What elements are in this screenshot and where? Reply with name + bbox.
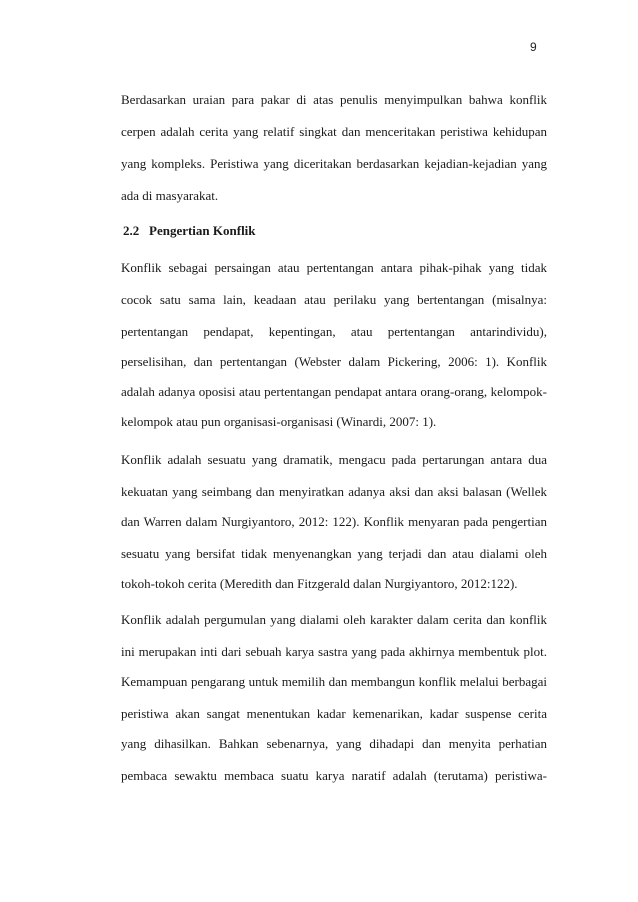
paragraph-line: pembaca sewaktu membaca suatu karya naratif adalah (terutama) peristiwa- xyxy=(121,768,547,783)
paragraph-line: cocok satu sama lain, keadaan atau perilaku yang bertentangan (misalnya: xyxy=(121,292,547,307)
paragraph-line: pertentangan pendapat, kepentingan, atau pertentangan antarindividu), xyxy=(121,324,547,339)
paragraph-line: adalah adanya oposisi atau pertentangan pendapat antara orang-orang, kelompok- xyxy=(121,384,547,399)
section-title: Pengertian Konflik xyxy=(149,223,256,238)
paragraph-line: dan Warren dalam Nurgiyantoro, 2012: 122). Konflik menyaran pada pengertian xyxy=(121,514,547,529)
paragraph-line: tokoh-tokoh cerita (Meredith dan Fitzgerald dalan Nurgiyantoro, 2012:122). xyxy=(121,576,518,591)
paragraph-line: kekuatan yang seimbang dan menyiratkan adanya aksi dan aksi balasan (Wellek xyxy=(121,484,547,499)
paragraph-line: yang kompleks. Peristiwa yang diceritakan berdasarkan kejadian-kejadian yang xyxy=(121,156,547,171)
paragraph-line: perselisihan, dan pertentangan (Webster dalam Pickering, 2006: 1). Konflik xyxy=(121,354,547,369)
paragraph-line: Kemampuan pengarang untuk memilih dan membangun konflik melalui berbagai xyxy=(121,674,547,689)
paragraph-line: cerpen adalah cerita yang relatif singkat dan menceritakan peristiwa kehidupan xyxy=(121,124,547,139)
paragraph-line: ada di masyarakat. xyxy=(121,188,219,203)
section-heading xyxy=(123,223,256,239)
paragraph-line: Konflik sebagai persaingan atau pertentangan antara pihak-pihak yang tidak xyxy=(121,260,547,275)
paragraph-line: Konflik adalah pergumulan yang dialami oleh karakter dalam cerita dan konflik xyxy=(121,612,547,627)
page-number: 9 xyxy=(530,40,537,54)
paragraph-line: yang dihasilkan. Bahkan sebenarnya, yang dihadapi dan menyita perhatian xyxy=(121,736,547,751)
section-number: 2.2 xyxy=(123,223,140,238)
paragraph-line: Berdasarkan uraian para pakar di atas penulis menyimpulkan bahwa konflik xyxy=(121,92,547,107)
paragraph-line: ini merupakan inti dari sebuah karya sastra yang pada akhirnya membentuk plot. xyxy=(121,644,547,659)
paragraph-line: peristiwa akan sangat menentukan kadar kemenarikan, kadar suspense cerita xyxy=(121,706,547,721)
paragraph-line: Konflik adalah sesuatu yang dramatik, mengacu pada pertarungan antara dua xyxy=(121,452,547,467)
paragraph-line: kelompok atau pun organisasi-organisasi (Winardi, 2007: 1). xyxy=(121,414,437,429)
paragraph-line: sesuatu yang bersifat tidak menyenangkan yang terjadi dan atau dialami oleh xyxy=(121,546,547,561)
